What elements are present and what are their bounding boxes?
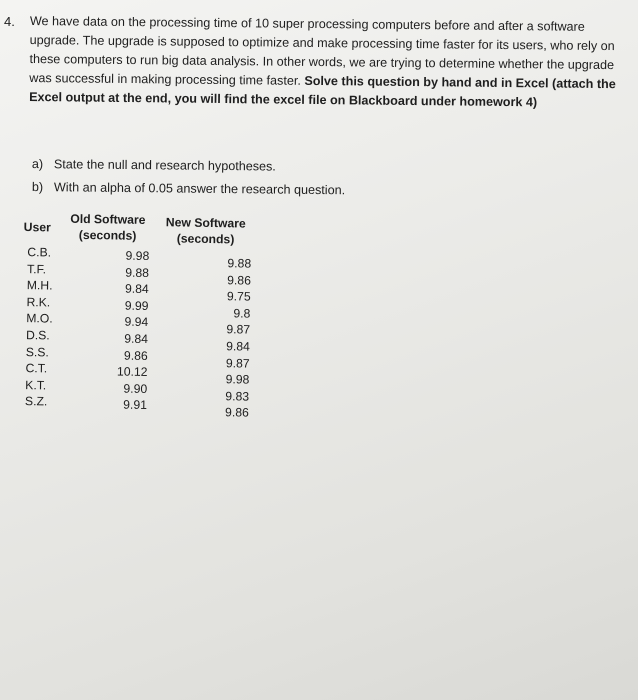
user-cell: C.T.: [25, 361, 48, 376]
user-column: [25, 244, 54, 410]
user-cell: S.S.: [25, 344, 49, 360]
new-time-cell: 9.88: [227, 256, 252, 271]
old-time-cell: 9.84: [124, 281, 149, 297]
old-time-cell: 9.91: [123, 397, 148, 413]
header-new-line1: New Software: [165, 215, 246, 231]
user-cell: T.F.: [26, 261, 47, 277]
new-time-cell: 9.84: [226, 339, 250, 354]
header-user: User: [23, 220, 51, 235]
new-time-cell: 9.75: [226, 289, 251, 304]
user-cell: M.H.: [26, 278, 53, 293]
new-time-cell: 9.98: [225, 372, 250, 387]
part-b-label: b): [31, 180, 44, 195]
part-b: [32, 180, 345, 197]
old-time-cell: 9.99: [124, 298, 149, 313]
old-time-cell: 9.94: [124, 315, 149, 330]
user-cell: S.Z.: [24, 394, 48, 409]
new-time-cell: 9.86: [227, 272, 252, 288]
user-cell: C.B.: [27, 245, 52, 260]
part-a-text: State the null and research hypotheses.: [53, 157, 276, 174]
new-time-cell: 9.83: [225, 388, 250, 404]
part-a-label: a): [31, 157, 44, 172]
data-table: [17, 210, 260, 434]
old-software-column: [101, 247, 150, 414]
new-software-column: [201, 255, 252, 422]
new-time-cell: 9.8: [233, 306, 251, 321]
header-new-line2: (seconds): [176, 231, 235, 247]
header-old-line1: Old Software: [70, 211, 146, 227]
user-cell: K.T.: [25, 377, 47, 393]
new-time-cell: 9.87: [225, 355, 250, 371]
old-time-cell: 9.90: [123, 381, 148, 396]
old-time-cell: 9.98: [125, 248, 150, 264]
new-time-cell: 9.86: [224, 405, 249, 420]
header-old-software: [67, 211, 147, 244]
user-cell: M.O.: [26, 311, 53, 326]
part-b-text: With an alpha of 0.05 answer the research question.: [53, 180, 346, 198]
problem-text: We have data on the processing time of 10 super processing computers before and after a software upgrade. The upgrade is supposed to optimize and make processing time faster for its users, who rely on these computers to run big data analysis. In other words, we are trying to determine whether the upgrade was successful in making processing time faster.: [29, 13, 615, 88]
question-number: 4.: [4, 14, 15, 29]
problem-statement: [29, 12, 620, 113]
old-time-cell: 9.88: [125, 265, 150, 280]
old-time-cell: 9.84: [124, 331, 149, 346]
part-a: [32, 157, 276, 174]
new-time-cell: 9.87: [226, 322, 251, 338]
user-cell: D.S.: [25, 328, 50, 343]
header-new-software: [159, 214, 251, 247]
problem-instructions: Solve this question by hand and in Excel (attach the Excel output at the end, you will find the excel file on Blackboard under homework 4): [29, 73, 616, 110]
user-cell: R.K.: [26, 294, 51, 310]
old-time-cell: 9.86: [123, 348, 148, 363]
header-old-line2: (seconds): [78, 227, 137, 243]
old-time-cell: 10.12: [116, 364, 148, 380]
